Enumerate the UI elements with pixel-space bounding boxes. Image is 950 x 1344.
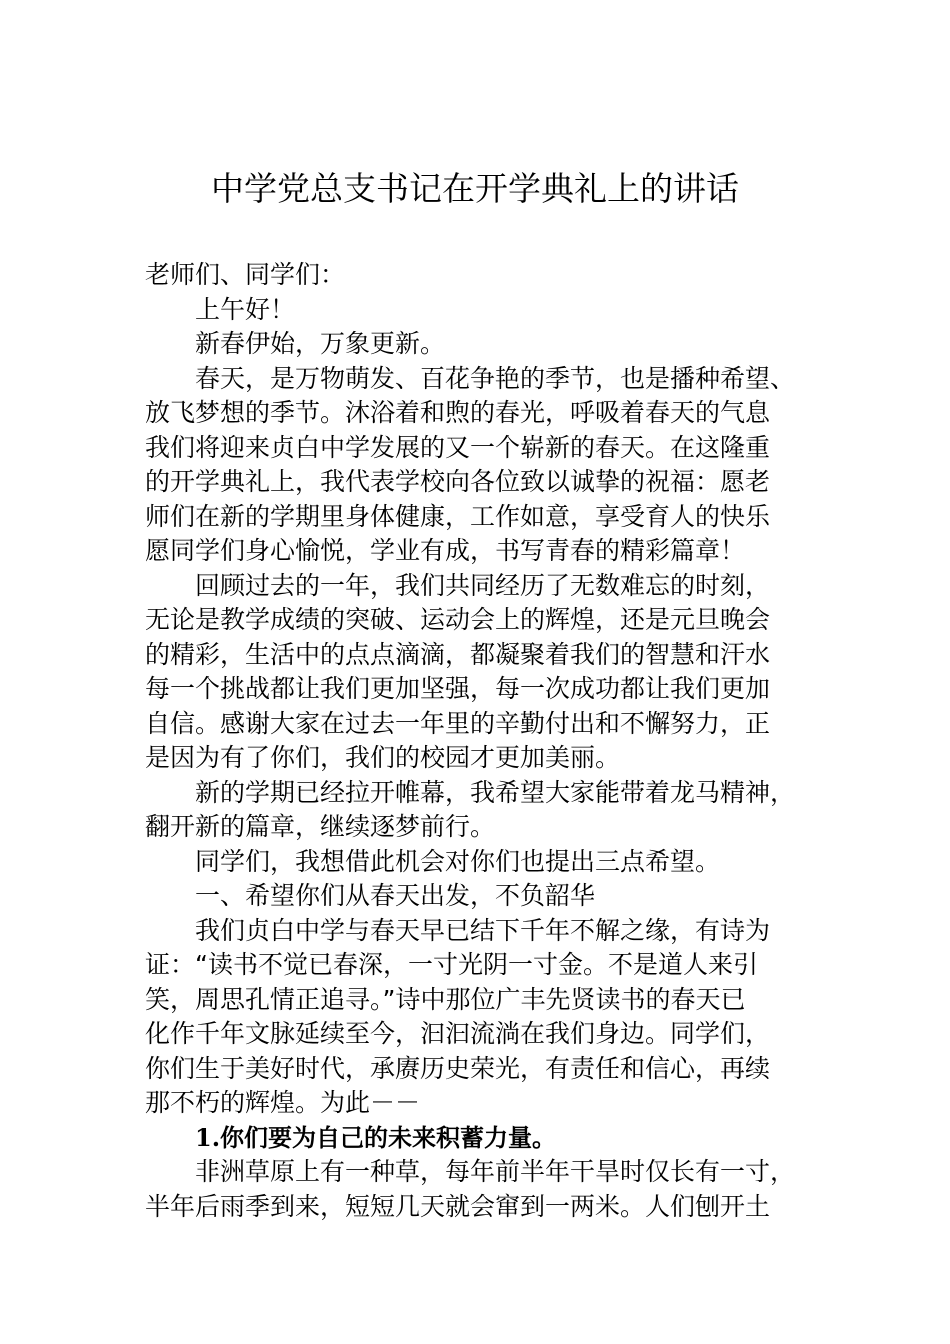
text-line: 老师们、同学们： <box>145 260 346 289</box>
text-line: 非洲草原上有一种草，每年前半年干旱时仅长有一寸， <box>195 1157 796 1186</box>
text-line: 回顾过去的一年，我们共同经历了无数难忘的时刻， <box>195 570 771 600</box>
text-line: 是因为有了你们，我们的校园才更加美丽。 <box>145 743 621 772</box>
text-line: 的精彩，生活中的点点滴滴，都凝聚着我们的智慧和汗水 <box>145 639 771 669</box>
document-body <box>145 258 835 1224</box>
section-heading-line: 1.你们要为自己的未来积蓄力量。 <box>195 1122 557 1152</box>
text-line: 新春伊始，万象更新。 <box>195 329 446 358</box>
text-line: 新的学期已经拉开帷幕，我希望大家能带着龙马精神， <box>195 777 796 807</box>
text-line: 半年后雨季到来，短短几天就会窜到一两米。人们刨开土 <box>145 1191 771 1221</box>
text-line: 证：“读书不觉已春深，一寸光阴一寸金。不是道人来引 <box>145 950 758 979</box>
text-line: 每一个挑战都让我们更加坚强，每一次成功都让我们更加 <box>145 674 771 703</box>
text-line: 那不朽的辉煌。为此－－ <box>145 1088 421 1117</box>
text-line: 同学们，我想借此机会对你们也提出三点希望。 <box>195 846 721 876</box>
text-line: 放飞梦想的季节。沐浴着和煦的春光，呼吸着春天的气息 <box>145 398 771 427</box>
text-line: 自信。感谢大家在过去一年里的辛勤付出和不懈努力，正 <box>145 708 771 738</box>
text-line: 笑，周思孔情正追寻。”诗中那位广丰先贤读书的春天已 <box>145 984 746 1014</box>
text-line: 的开学典礼上，我代表学校向各位致以诚挚的祝福：愿老 <box>145 467 771 496</box>
document-title: 中学党总支书记在开学典礼上的讲话 <box>211 169 739 208</box>
text-line: 愿同学们身心愉悦，学业有成，书写青春的精彩篇章！ <box>145 536 746 565</box>
text-line: 我们将迎来贞白中学发展的又一个崭新的春天。在这隆重 <box>145 432 771 462</box>
text-line: 无论是教学成绩的突破、运动会上的辉煌，还是元旦晚会 <box>145 605 771 634</box>
text-line: 一、希望你们从春天出发，不负韶华 <box>195 881 596 910</box>
text-line: 师们在新的学期里身体健康，工作如意，享受育人的快乐 <box>145 501 771 531</box>
text-line: 上午好！ <box>195 294 296 324</box>
text-line: 我们贞白中学与春天早已结下千年不解之缘，有诗为 <box>195 915 771 945</box>
text-line: 春天，是万物萌发、百花争艳的季节，也是播种希望、 <box>195 363 796 393</box>
text-line: 你们生于美好时代，承赓历史荣光，有责任和信心，再续 <box>145 1053 771 1083</box>
text-line: 翻开新的篇章，继续逐梦前行。 <box>145 812 496 841</box>
text-line: 化作千年文脉延续至今，汩汩流淌在我们身边。同学们， <box>145 1019 771 1048</box>
